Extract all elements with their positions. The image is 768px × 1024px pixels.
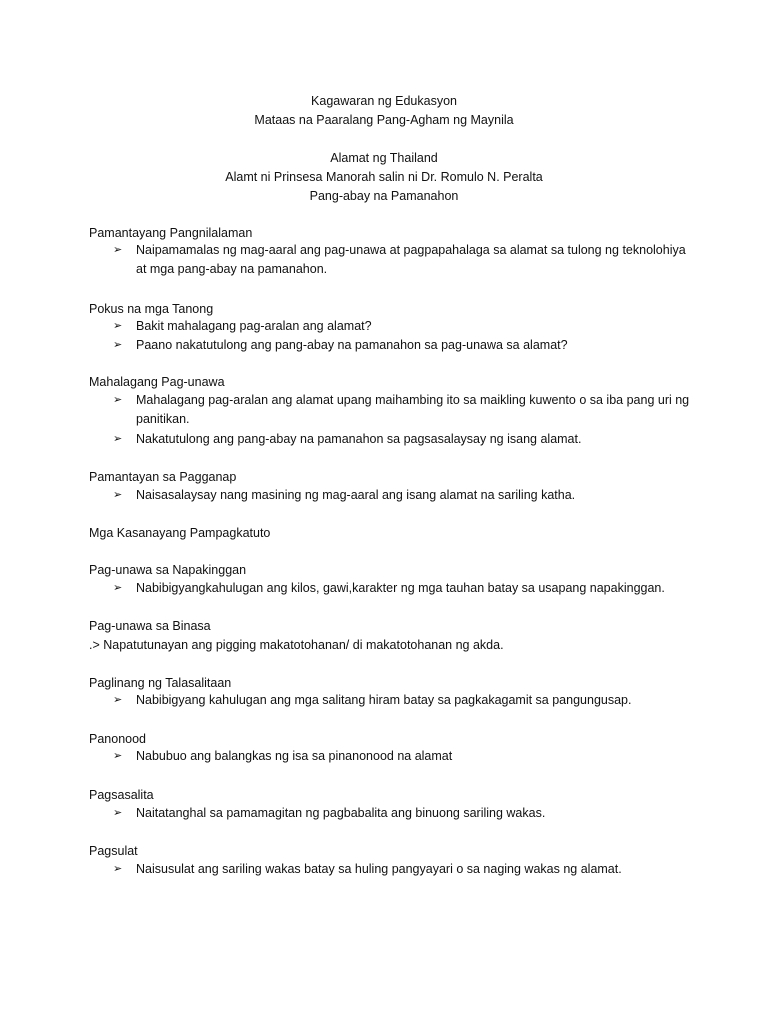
section-heading: Pamantayang Pangnilalaman xyxy=(89,226,253,240)
list-item xyxy=(113,691,693,710)
section-heading: Panonood xyxy=(89,732,147,746)
list-item xyxy=(113,804,693,823)
section-heading: Pag-unawa sa Napakinggan xyxy=(89,563,247,577)
section-heading: Pokus na mga Tanong xyxy=(89,302,214,316)
lesson-title: Alamat ng Thailand xyxy=(330,151,438,165)
section-heading: Mga Kasanayang Pampagkatuto xyxy=(89,526,271,540)
list-item-text: Nakatutulong ang pang-abay na pamanahon sa pagsasalaysay ng isang alamat. xyxy=(136,432,582,446)
section-heading: Pag-unawa sa Binasa xyxy=(89,619,211,633)
list-item xyxy=(113,579,693,598)
list-item-text: Naipamamalas ng mag-aaral ang pag-unawa at pagpapahalaga sa alamat sa tulong ng teknolohiya at mga pang-abay na pamanahon. xyxy=(136,243,686,276)
arrow-bullet-icon: ➢ xyxy=(113,394,123,406)
list-item-text: Naitatanghal sa pamamagitan ng pagbabalita ang binuong sariling wakas. xyxy=(136,806,546,820)
arrow-bullet-icon: ➢ xyxy=(113,489,123,501)
school-name: Mataas na Paaralang Pang-Agham ng Maynila xyxy=(254,113,514,127)
list-item-text: Paano nakatutulong ang pang-abay na pamanahon sa pag-unawa sa alamat? xyxy=(136,338,568,352)
list-item-text: Mahalagang pag-aralan ang alamat upang maihambing ito sa maikling kuwento o sa iba pang uri ng panitikan. xyxy=(136,393,690,426)
arrow-bullet-icon: ➢ xyxy=(113,863,123,875)
section-heading: Pagsasalita xyxy=(89,788,154,802)
arrow-bullet-icon: ➢ xyxy=(113,433,123,445)
list-item xyxy=(113,860,693,879)
section-heading: Pamantayan sa Pagganap xyxy=(89,470,237,484)
list-item-text: Nabubuo ang balangkas ng isa sa pinanonood na alamat xyxy=(136,749,453,763)
list-item-text: Naisasalaysay nang masining ng mag-aaral ang isang alamat na sariling katha. xyxy=(136,488,576,502)
list-item xyxy=(113,241,693,279)
arrow-bullet-icon: ➢ xyxy=(113,339,123,351)
section-heading: Mahalagang Pag-unawa xyxy=(89,375,225,389)
section-heading: Paglinang ng Talasalitaan xyxy=(89,676,232,690)
arrow-bullet-icon: ➢ xyxy=(113,244,123,256)
list-item xyxy=(113,747,693,766)
arrow-bullet-icon: ➢ xyxy=(113,582,123,594)
list-item-text: Nabibigyangkahulugan ang kilos, gawi,karakter ng mga tauhan batay sa usapang napakinggan. xyxy=(136,581,665,595)
department-title: Kagawaran ng Edukasyon xyxy=(311,94,457,108)
list-item-text: Nabibigyang kahulugan ang mga salitang hiram batay sa pagkakagamit sa pangungusap. xyxy=(136,693,632,707)
list-item-text: Bakit mahalagang pag-aralan ang alamat? xyxy=(136,319,372,333)
list-item xyxy=(113,317,693,336)
list-item xyxy=(113,486,693,505)
lesson-author: Alamt ni Prinsesa Manorah salin ni Dr. Romulo N. Peralta xyxy=(225,170,543,184)
list-item xyxy=(113,336,693,355)
list-item-text: Naisusulat ang sariling wakas batay sa huling pangyayari o sa naging wakas ng alamat. xyxy=(136,862,622,876)
arrow-bullet-icon: ➢ xyxy=(113,320,123,332)
skill-line: .> Napatutunayan ang pigging makatotohanan/ di makatotohanan ng akda. xyxy=(89,638,504,652)
arrow-bullet-icon: ➢ xyxy=(113,807,123,819)
list-item xyxy=(113,391,693,429)
arrow-bullet-icon: ➢ xyxy=(113,750,123,762)
lesson-topic: Pang-abay na Pamanahon xyxy=(309,189,459,203)
list-item xyxy=(113,430,693,449)
section-heading: Pagsulat xyxy=(89,844,138,858)
arrow-bullet-icon: ➢ xyxy=(113,694,123,706)
